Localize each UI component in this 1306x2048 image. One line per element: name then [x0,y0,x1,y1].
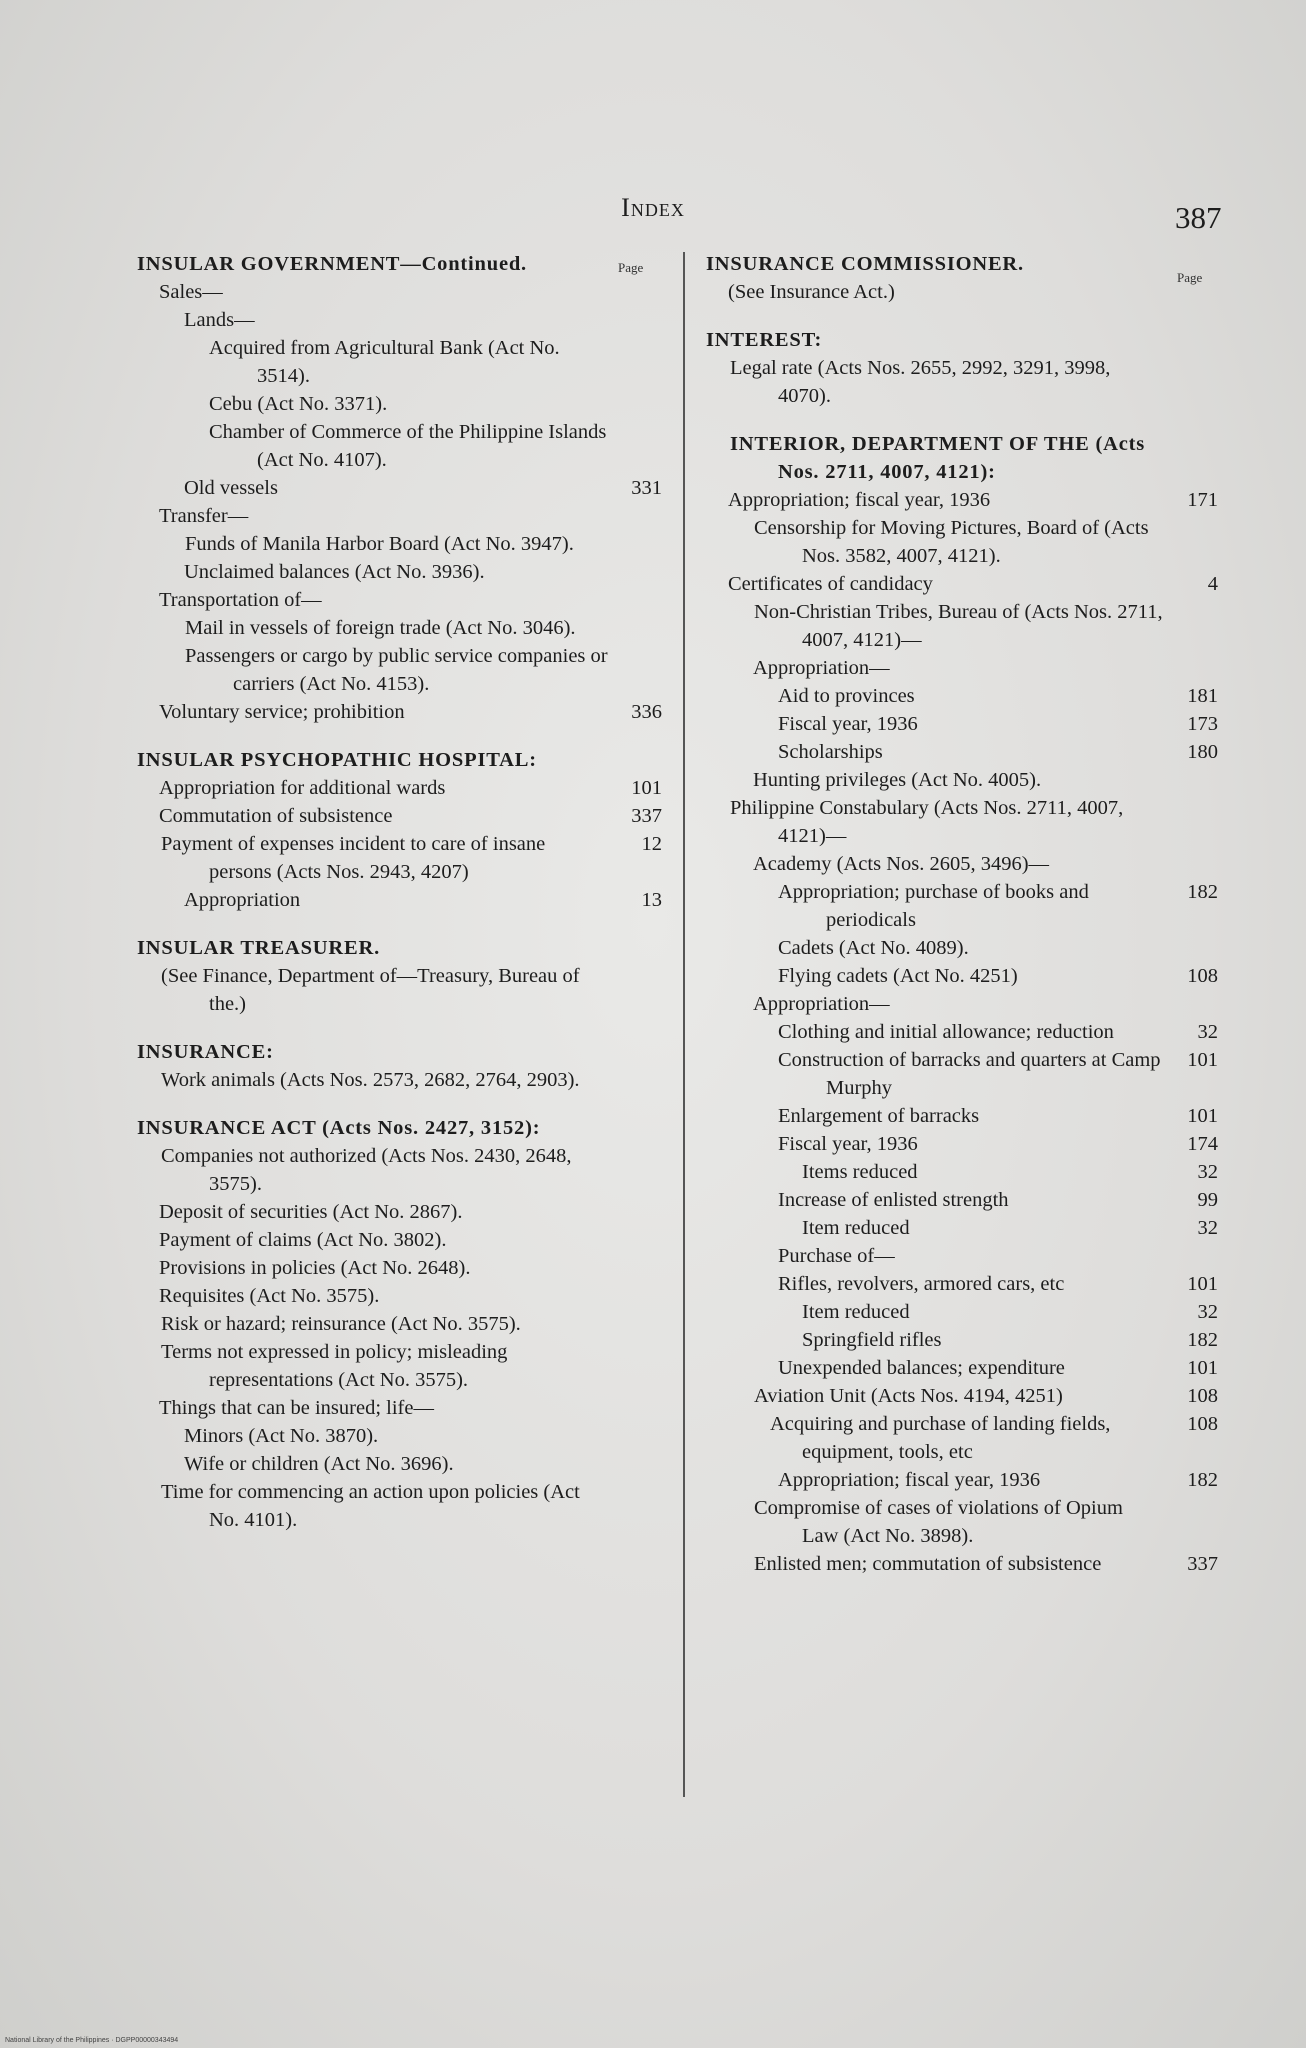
entry-text: Enlisted men; commutation of subsistence [754,1553,1102,1575]
entry-text: Appropriation; fiscal year, 1936 [778,1469,1041,1491]
entry-text: Appropriation [184,889,301,911]
index-entry [137,802,662,830]
footer-text: National Library of the Philippines · DGPP00000343494 [5,2037,179,2044]
entry-text: Censorship for Moving Pictures, Board of (Acts Nos. 3582, 4007, 4121). [754,517,1149,567]
entry-text: Philippine Constabulary (Acts Nos. 2711, 4007, 4121)— [730,797,1124,847]
entry-page-number: 331 [631,477,662,499]
entry-page-number: 336 [631,701,662,723]
entry-text: Flying cadets (Act No. 4251) [778,965,1018,987]
entry-text: Legal rate (Acts Nos. 2655, 2992, 3291, 3998, 4070). [730,357,1111,407]
entry-page-number: 32 [1197,1217,1218,1239]
index-entry [706,654,1218,682]
entry-text: Unexpended balances; expenditure [778,1357,1065,1379]
index-entry [706,1018,1218,1046]
entry-text: Work animals (Acts Nos. 2573, 2682, 2764, 2903). [161,1069,580,1091]
index-entry [137,1038,662,1066]
index-entry [706,934,1218,962]
index-entry [137,1338,662,1394]
entry-text: Passengers or cargo by public service companies or carriers (Act No. 4153). [185,645,608,695]
entry-text: Construction of barracks and quarters at Camp Murphy [778,1049,1161,1099]
entry-page-number: 181 [1187,685,1218,707]
index-entry [706,1102,1218,1130]
index-entry [706,514,1218,570]
entry-text: Appropriation for additional wards [159,777,446,799]
index-entry [137,530,662,558]
entry-page-number: 4 [1207,573,1218,595]
entry-text: Sales— [159,281,223,303]
entry-text: Item reduced [802,1301,910,1323]
index-entry [706,250,1218,278]
page-number: 387 [1175,200,1222,235]
index-entry [137,1394,662,1422]
index-entry [137,614,662,642]
entry-text: Appropriation— [753,993,890,1015]
column-divider [683,252,685,1797]
index-entry [706,794,1218,850]
index-entry [137,830,662,886]
entry-text: Time for commencing an action upon policies (Act No. 4101). [161,1481,580,1531]
index-entry [137,278,662,306]
index-entry [706,1298,1218,1326]
page-column-label-left: Page [618,260,644,275]
entry-text: Payment of expenses incident to care of insane persons (Acts Nos. 2943, 4207) [161,833,546,883]
index-entry [706,1382,1218,1410]
entry-text: Payment of claims (Act No. 3802). [159,1229,447,1251]
index-entry [706,1270,1218,1298]
index-entry [137,962,662,1018]
index-entry [706,1494,1218,1550]
index-entry [706,1046,1218,1102]
entry-page-number: 101 [1187,1105,1218,1127]
index-column-left [137,250,662,1534]
index-entry [706,850,1218,878]
entry-text: Purchase of— [778,1245,895,1267]
index-entry [706,430,1218,486]
page-column-label-right: Page [1177,270,1203,285]
entry-text: Old vessels [184,477,278,499]
entry-text: INSURANCE ACT (Acts Nos. 2427, 3152): [137,1117,541,1139]
index-entry [706,738,1218,766]
entry-page-number: 32 [1197,1161,1218,1183]
index-entry [706,1158,1218,1186]
entry-text: Companies not authorized (Acts Nos. 2430, 2648, 3575). [161,1145,572,1195]
entry-text: INSULAR PSYCHOPATHIC HOSPITAL: [137,749,537,771]
entry-text: Terms not expressed in policy; misleading representations (Act No. 3575). [161,1341,508,1391]
index-entry [706,1186,1218,1214]
entry-text: INSULAR TREASURER. [137,937,380,959]
index-entry [137,250,662,278]
entry-page-number: 32 [1197,1021,1218,1043]
entry-page-number: 101 [631,777,662,799]
entry-text: Lands— [184,309,255,331]
entry-text: Fiscal year, 1936 [778,713,918,735]
index-entry [137,698,662,726]
entry-text: Compromise of cases of violations of Opium Law (Act No. 3898). [754,1497,1123,1547]
index-entry [706,486,1218,514]
entry-text: Mail in vessels of foreign trade (Act No. 3046). [185,617,576,639]
index-entry [706,1326,1218,1354]
entry-text: Voluntary service; prohibition [159,701,405,723]
entry-text: Wife or children (Act No. 3696). [184,1453,454,1475]
index-entry [137,1282,662,1310]
entry-text: Transfer— [159,505,249,527]
entry-text: Unclaimed balances (Act No. 3936). [184,561,485,583]
index-entry [137,418,662,474]
entry-page-number: 13 [641,889,662,911]
index-entry [706,1410,1218,1466]
entry-page-number: 108 [1187,1413,1218,1435]
index-entry [137,1422,662,1450]
entry-text: Aviation Unit (Acts Nos. 4194, 4251) [754,1385,1063,1407]
entry-text: Hunting privileges (Act No. 4005). [753,769,1042,791]
entry-text: Aid to provinces [778,685,915,707]
entry-page-number: 99 [1197,1189,1218,1211]
index-entry [706,766,1218,794]
entry-page-number: 101 [1187,1049,1218,1071]
index-entry [706,990,1218,1018]
index-entry [706,1550,1218,1578]
index-entry [137,1066,662,1094]
index-entry [706,598,1218,654]
index-entry [137,1310,662,1338]
index-entry [137,1450,662,1478]
entry-text: Provisions in policies (Act No. 2648). [159,1257,471,1279]
index-entry [706,326,1218,354]
index-entry [137,586,662,614]
index-entry [137,1198,662,1226]
entry-text: Risk or hazard; reinsurance (Act No. 3575). [161,1313,521,1335]
entry-text: INTEREST: [706,329,823,351]
entry-page-number: 174 [1187,1133,1218,1155]
index-entry [137,502,662,530]
entry-text: Academy (Acts Nos. 2605, 3496)— [753,853,1050,875]
entry-page-number: 182 [1187,1329,1218,1351]
entry-page-number: 337 [631,805,662,827]
index-entry [137,642,662,698]
entry-page-number: 101 [1187,1273,1218,1295]
entry-text: Acquiring and purchase of landing fields, equipment, tools, etc [770,1413,1111,1463]
entry-page-number: 101 [1187,1357,1218,1379]
index-entry [137,1254,662,1282]
index-entry [706,1466,1218,1494]
index-entry [706,1354,1218,1382]
entry-page-number: 173 [1187,713,1218,735]
entry-page-number: 182 [1187,881,1218,903]
entry-text: Acquired from Agricultural Bank (Act No. 3514). [209,337,560,387]
entry-text: Item reduced [802,1217,910,1239]
index-entry [137,306,662,334]
index-entry [706,878,1218,934]
index-entry [137,1478,662,1534]
index-entry [706,710,1218,738]
index-entry [706,962,1218,990]
entry-text: Cebu (Act No. 3371). [209,393,388,415]
entry-text: Fiscal year, 1936 [778,1133,918,1155]
index-entry [137,390,662,418]
index-column-right [706,250,1218,1578]
index-entry [706,354,1218,410]
entry-text: Chamber of Commerce of the Philippine Islands (Act No. 4107). [209,421,607,471]
index-entry [137,1114,662,1142]
entry-page-number: 12 [641,833,662,855]
index-entry [137,334,662,390]
entry-text: INTERIOR, DEPARTMENT OF THE (Acts Nos. 2711, 4007, 4121): [730,433,1146,483]
entry-page-number: 182 [1187,1469,1218,1491]
entry-text: (See Finance, Department of—Treasury, Bureau of the.) [161,965,580,1015]
entry-text: INSURANCE COMMISSIONER. [706,253,1024,275]
entry-text: Items reduced [802,1161,918,1183]
entry-text: Appropriation— [753,657,890,679]
entry-page-number: 171 [1187,489,1218,511]
entry-text: Springfield rifles [802,1329,942,1351]
index-entry [706,682,1218,710]
index-entry [706,1214,1218,1242]
index-entry [706,278,1218,306]
entry-page-number: 32 [1197,1301,1218,1323]
entry-text: Cadets (Act No. 4089). [778,937,969,959]
entry-text: Things that can be insured; life— [159,1397,434,1419]
entry-text: INSULAR GOVERNMENT—Continued. [137,253,527,275]
entry-text: Clothing and initial allowance; reduction [778,1021,1114,1043]
entry-text: Appropriation; fiscal year, 1936 [728,489,991,511]
entry-text: Transportation of— [159,589,322,611]
entry-text: INSURANCE: [137,1041,274,1063]
entry-text: Scholarships [778,741,883,763]
entry-text: Requisites (Act No. 3575). [159,1285,380,1307]
index-entry [137,746,662,774]
entry-text: Appropriation; purchase of books and periodicals [778,881,1089,931]
index-entry [706,1242,1218,1270]
index-entry [137,934,662,962]
entry-page-number: 180 [1187,741,1218,763]
index-entry [137,1142,662,1198]
index-entry [137,774,662,802]
index-entry [706,570,1218,598]
index-entry [137,1226,662,1254]
entry-text: Deposit of securities (Act No. 2867). [159,1201,463,1223]
entry-text: Increase of enlisted strength [778,1189,1009,1211]
index-entry [137,558,662,586]
entry-text: Funds of Manila Harbor Board (Act No. 3947). [185,533,574,555]
entry-text: Non-Christian Tribes, Bureau of (Acts Nos. 2711, 4007, 4121)— [754,601,1163,651]
entry-text: Minors (Act No. 3870). [184,1425,379,1447]
entry-text: Commutation of subsistence [159,805,393,827]
entry-text: (See Insurance Act.) [728,281,895,303]
entry-text: Rifles, revolvers, armored cars, etc [778,1273,1065,1295]
entry-text: Enlargement of barracks [778,1105,980,1127]
running-head: Index [621,193,685,222]
index-entry [137,474,662,502]
index-entry [137,886,662,914]
entry-page-number: 337 [1187,1553,1218,1575]
entry-page-number: 108 [1187,1385,1218,1407]
index-entry [706,1130,1218,1158]
entry-page-number: 108 [1187,965,1218,987]
entry-text: Certificates of candidacy [728,573,933,595]
